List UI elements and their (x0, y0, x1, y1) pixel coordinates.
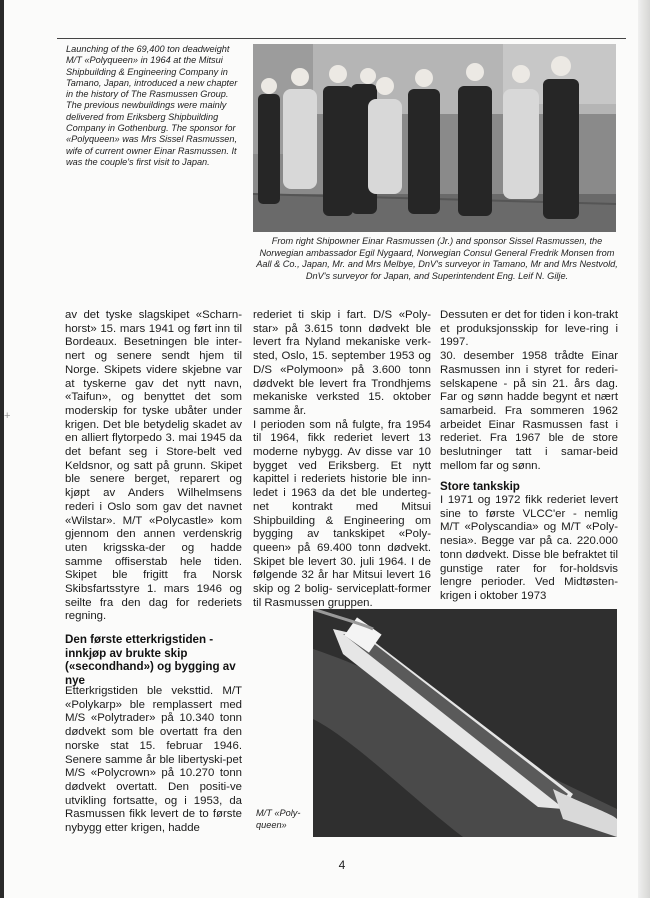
photo-caption-bottom: From right Shipowner Einar Rasmussen (Jr.) and sponsor Sissel Rasmussen, the Norwegian ambassador Egil Nygaard, Norwegian Consul General Fredrik Monsen from Aall & Co., Japan, Mr. and Mrs Melbye, DnV's surveyor in Tamano, Mr and Mrs Nestvold, DnV's surveyor for Japan, and Superintendent Eng. Leif N. Gilje. (256, 236, 618, 281)
body-column-1: av det tyske slagskipet «Scharn-horst» 15. mars 1941 og ført inn til Bordeaux. Besetningen ble inter-nert og senere sendt hjem til Norge. Skipets videre skjebne var at tyskerne gav det nytt navn, «Taifun», og benyttet det som moderskip for tyske ubåter under krigen. Det ble betydelig skadet av en alliert flytorpedo 3. mai 1945 da det befant seg i Store-belt ved Keldsnor, og satt på grunn. Skipet ble senere berget, reparert og kjøpt av Anders Wilhelmsens rederi i Oslo som gav det navnet «Wilstar». M/T «Polycastle» kom gjennom den annen verdenskrig uten krigsska-der og hadde samme offiserstab hele tiden. Skipet ble frigitt fra Norsk Skibsfartsstyre 1. mars 1946 og seilte fra den dag for rederiets regning. (65, 309, 242, 623)
top-rule (57, 38, 626, 39)
body-column-2: rederiet ti skip i fart. D/S «Poly-star» på 3.615 tonn dødvekt ble levert fra Nyland mekaniske verk-sted, Oslo, 15. september 1953 og D/S «Polymoon» på 3.600 tonn dødvekt ble levert fra Trondhjems mekaniske verksted 15. oktober samme år. I perioden som nå fulgte, fra 1954 til 1964, fikk rederiet levert 13 moderne nybygg. Av disse var 10 bygget ved Eriksberg. Et nytt kapittel i rederiets historie ble inn-ledet i 1963 da det ble underteg-net kontrakt med Mitsui Shipbuilding & Engineering om bygging av tankskipet «Poly-queen» på 69.400 tonn dødvekt. Skipet ble levert 30. juli 1964. I de følgende 32 år har Mitsui levert 16 skip og 2 bolig- serviceplatt-former til Rasmussen gruppen. (253, 309, 431, 609)
body-column-3-continued: I 1971 og 1972 fikk rederiet levert sine to første VLCC'er - nemlig M/T «Polyscandia» og M/T «Poly-nesia». Begge var på ca. 220.000 tonn dødvekt. Disse ble befraktet til gunstige rater for for-holdsvis lengre perioder. Ved Midtøsten-krigen i oktober 1973 (440, 494, 618, 602)
body-column-3: Dessuten er det for tiden i kon-trakt et produksjonsskip for leve-ring i 1997. 30. desember 1958 trådte Einar Rasmussen inn i styret for rederi-selskapene - på sin 21. års dag. Far og sønn hadde begynt et nært samarbeid. Fra sommeren 1962 arbeidet Einar Rasmussen fast i rederiet. Fra 1967 ble de store beslutninger tatt i samar-beid mellom far og sønn. (440, 309, 618, 472)
ship-photo-caption: M/T «Poly-queen» (256, 808, 301, 830)
section-heading-postwar: Den første etterkrigstiden - innkjøp av brukte skip («secondhand») og bygging av nye (65, 633, 236, 687)
scan-edge-left (0, 0, 4, 898)
tanker-photo (313, 609, 617, 837)
section-heading-tankers: Store tankskip (440, 480, 520, 493)
launch-ceremony-illustration (253, 44, 616, 232)
scan-edge-right (638, 0, 650, 898)
body-column-1-continued: Etterkrigstiden ble veksttid. M/T «Polykarp» ble remplassert med M/S «Polytrader» på 10.340 tonn dødvekt som ble overtatt fra den norske stat 15. februar 1946. Senere samme år ble libertyski-pet M/S «Polycrown» på 10.270 tonn dødvekt overtatt. Den positi-ve utvikling fortsatte, og i 1953, da Rasmussen fikk levert de to første nybygg etter krigen, hadde (65, 685, 242, 835)
photo-caption-left: Launching of the 69,400 ton deadweight M/T «Polyqueen» in 1964 at the Mitsui Shipbuilding & Engineering Company in Tamano, Japan, introduced a new chapter in the history of The Rasmussen Group. The previous newbuildings were mainly delivered from Eriksberg Shipbuilding Company in Gothenburg. The sponsor for «Polyqueen» was Mrs Sissel Rasmussen, wife of current owner Einar Rasmussen. It was the couple's first visit to Japan. (66, 44, 238, 167)
launch-ceremony-photo (253, 44, 616, 232)
tanker-illustration (313, 609, 617, 837)
page-number: 4 (338, 858, 346, 872)
margin-mark: + (4, 410, 11, 422)
